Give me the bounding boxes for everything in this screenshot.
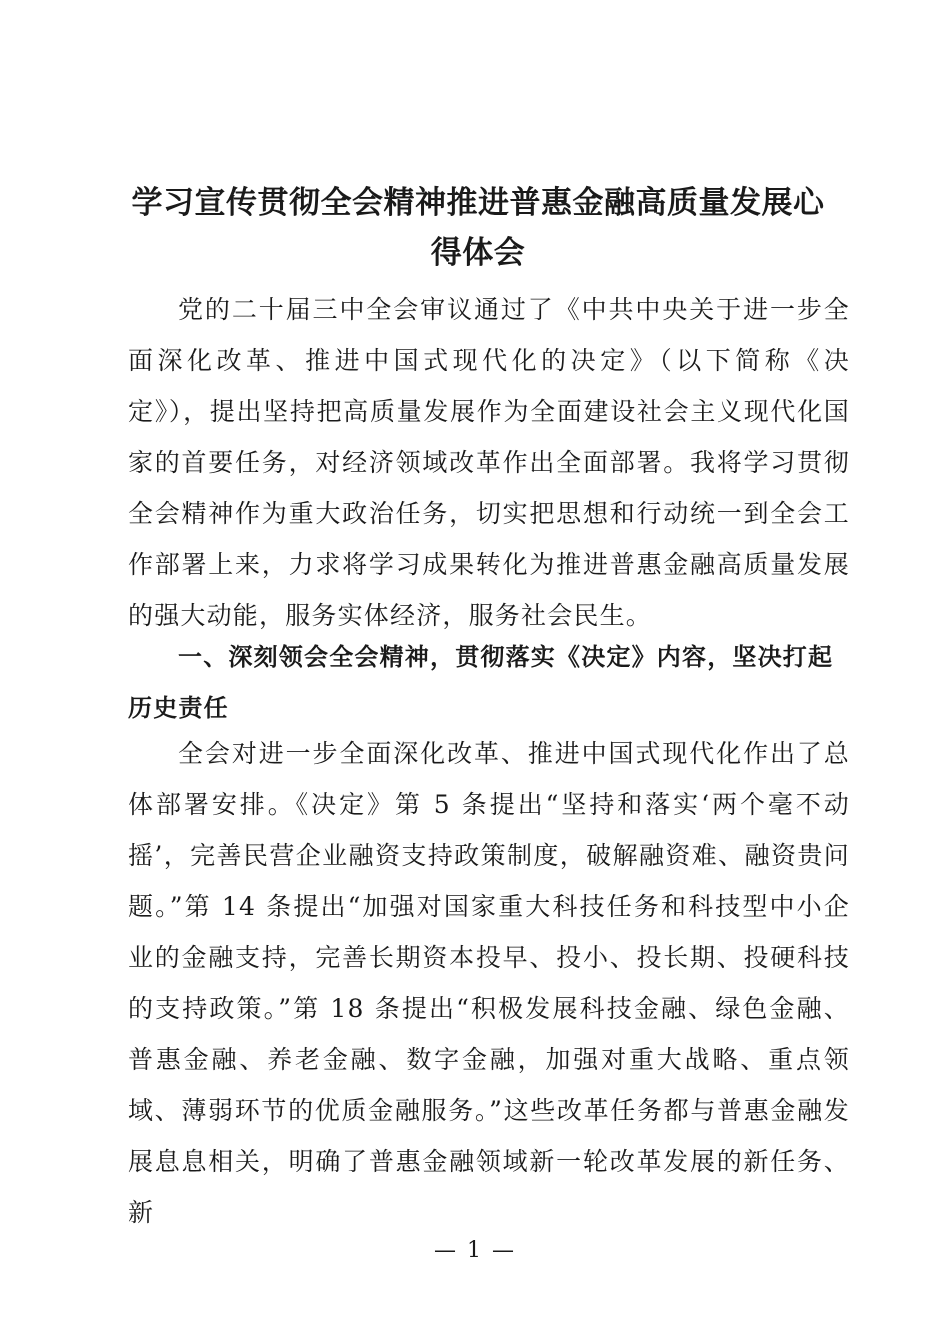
paragraph-intro: 党的二十届三中全会审议通过了《中共中央关于进一步全面深化改革、推进中国式现代化的决定》（以下简称《决定》），提出坚持把高质量发展作为全面建设社会主义现代化国家的首要任务，对经济领域改革作出全面部署。我将学习贯彻全会精神作为重大政治任务，切实把思想和行动统一到全会工作部署上来，力求将学习成果转化为推进普惠金融高质量发展的强大动能，服务实体经济，服务社会民生。 [128,295,850,630]
paragraph-section-1: 全会对进一步全面深化改革、推进中国式现代化作出了总体部署安排。《决定》第 5 条提出“坚持和落实‘两个毫不动摇’，完善民营企业融资支持政策制度，破解融资难、融资贵问题。”第 14 条提出“加强对国家重大科技任务和科技型中小企业的金融支持，完善长期资本投早、投小、投长期、投硬科技的支持政策。”第 18 条提出“积极发展科技金融、绿色金融、普惠金融、养老金融、数字金融，加强对重大战略、重点领域、薄弱环节的优质金融服务。”这些改革任务都与普惠金融发展息息相关，明确了普惠金融领域新一轮改革发展的新任务、新 [128,739,850,1227]
page-number: — 1 — [434,1238,516,1263]
document-title: 学习宣传贯彻全会精神推进普惠金融高质量发展心得体会 [131,185,825,271]
section-heading-1: 一、深刻领会全会精神，贯彻落实《决定》内容，坚决打起历史责任 [128,643,834,722]
